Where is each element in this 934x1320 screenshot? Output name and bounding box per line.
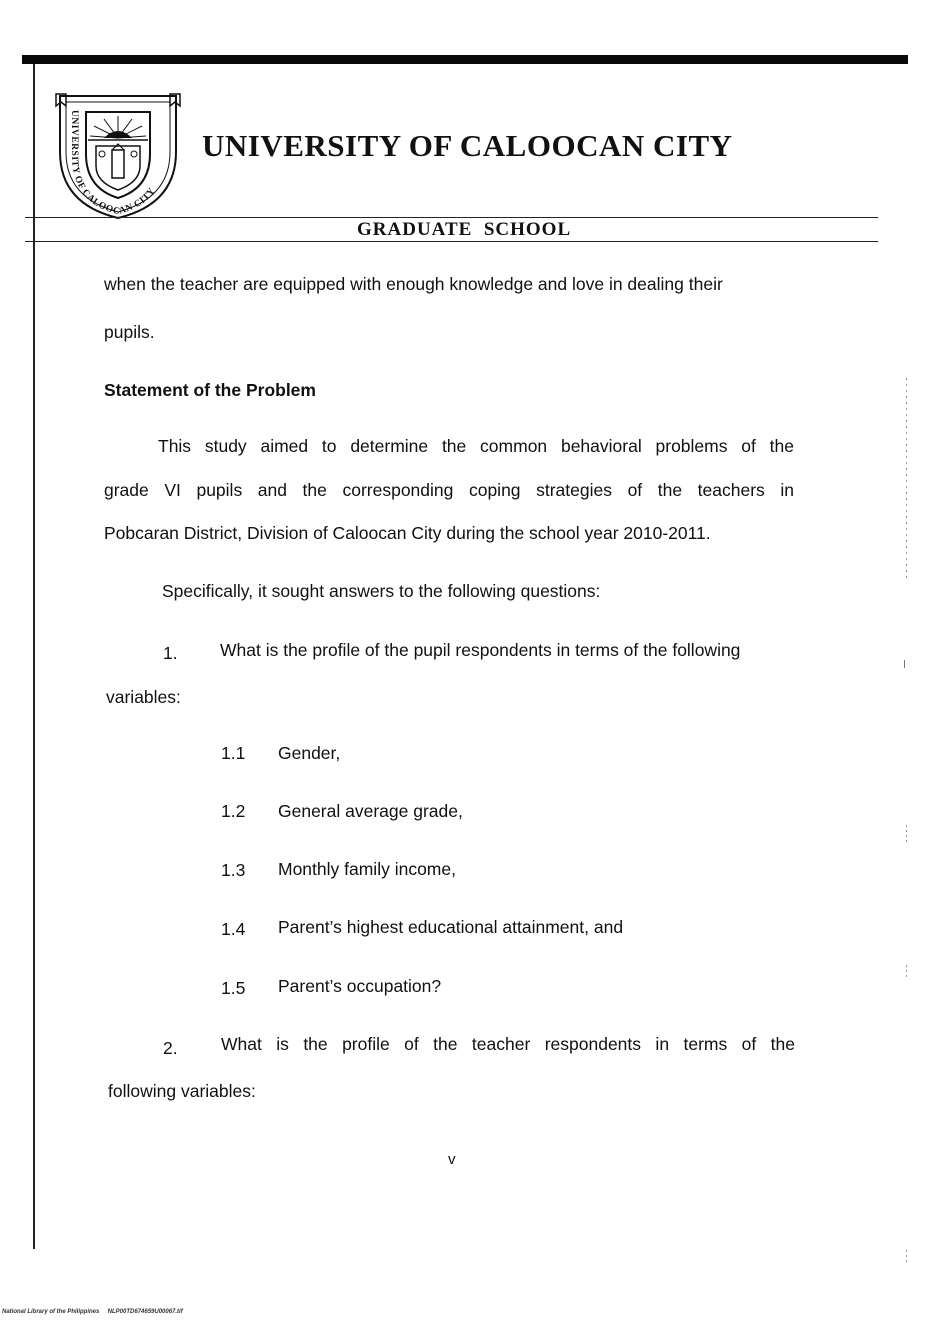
subitem-text: Parent’s occupation? xyxy=(278,976,442,996)
scan-artifact xyxy=(904,660,905,668)
specifically-line: Specifically, it sought answers to the following questions: xyxy=(162,581,601,601)
header-rule-bottom xyxy=(25,241,878,242)
scan-artifact xyxy=(906,1250,907,1262)
question-2-number: 2. xyxy=(163,1038,178,1058)
question-2-line-2: following variables: xyxy=(108,1081,256,1101)
subitem-text: General average grade, xyxy=(278,801,463,821)
continuation-line-1: when the teacher are equipped with enough knowledge and love in dealing their xyxy=(104,274,723,294)
paragraph-line: This study aimed to determine the common behavioral problems of the xyxy=(158,436,794,456)
question-1-line-2: variables: xyxy=(106,687,181,707)
svg-text:UNIVERSITY OF CALOOCAN CITY: UNIVERSITY OF CALOOCAN CITY xyxy=(69,110,158,218)
subitem-number: 1.4 xyxy=(221,919,246,939)
university-name: UNIVERSITY OF CALOOCAN CITY xyxy=(202,128,733,163)
section-heading: Statement of the Problem xyxy=(104,380,316,400)
paragraph-line: Pobcaran District, Division of Caloocan City during the school year 2010-2011. xyxy=(104,523,711,543)
page-number: v xyxy=(448,1151,456,1168)
continuation-line-2: pupils. xyxy=(104,322,155,342)
top-border-bar xyxy=(22,55,908,64)
subitem-number: 1.2 xyxy=(221,801,246,821)
paragraph-line: grade VI pupils and the corresponding coping strategies of the teachers in xyxy=(104,480,794,500)
university-seal-logo xyxy=(52,92,184,222)
question-1-number: 1. xyxy=(163,643,178,663)
subitem-number: 1.3 xyxy=(221,860,246,880)
scan-artifact xyxy=(906,378,907,578)
subitem-number: 1.1 xyxy=(221,743,246,763)
subitem-text: Monthly family income, xyxy=(278,859,456,879)
question-2-line-1: What is the profile of the teacher respondents in terms of the xyxy=(221,1034,795,1054)
graduate-school-label: GRADUATE SCHOOL xyxy=(357,219,572,240)
subitem-number: 1.5 xyxy=(221,978,246,998)
scan-artifact xyxy=(906,965,907,977)
scan-artifact xyxy=(906,825,907,845)
scan-footer-caption: National Library of the Philippines NLP00TD674659U00067.tif xyxy=(2,1309,183,1315)
header-rule-top xyxy=(25,217,878,218)
question-1-line-1: What is the profile of the pupil respondents in terms of the following xyxy=(220,640,741,660)
subitem-text: Gender, xyxy=(278,743,341,763)
subitem-text: Parent’s highest educational attainment, and xyxy=(278,917,624,937)
